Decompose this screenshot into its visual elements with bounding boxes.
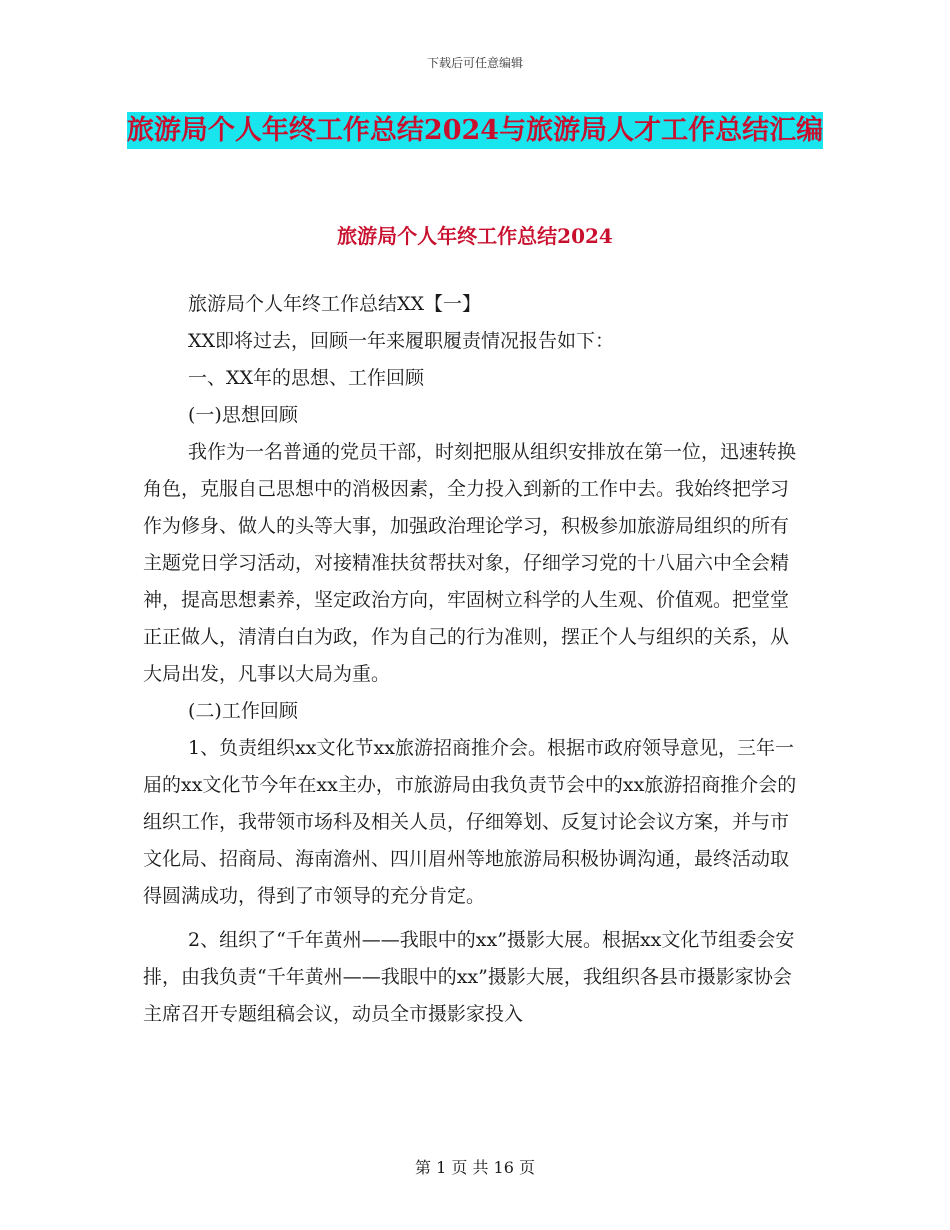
paragraph: 我作为一名普通的党员干部，时刻把服从组织安排放在第一位，迅速转换角色，克服自己思想中的消极因素，全力投入到新的工作中去。我始终把学习作为修身、做人的头等大事，加强政治理论学习，积极参加旅游局组织的所有主题党日学习活动，对接精准扶贫帮扶对象，仔细学习党的十八届六中全会精神，提高思想素养，坚定政治方向，牢固树立科学的人生观、价值观。把堂堂正正做人，清清白白为政，作为自己的行为准则，摆正个人与组织的关系，从大局出发，凡事以大局为重。 [143, 441, 797, 685]
document-body [143, 286, 803, 1033]
paragraph: 旅游局个人年终工作总结XX【一】 [188, 293, 482, 315]
page-number: 第 1 页 共 16 页 [415, 1158, 535, 1177]
paragraph: (一)思想回顾 [188, 404, 298, 426]
paragraph: 一、XX年的思想、工作回顾 [188, 367, 425, 389]
document-title-text: 旅游局个人年终工作总结2024与旅游局人才工作总结汇编 [127, 112, 823, 149]
page-header: 下载后可任意编辑 [426, 56, 523, 70]
paragraph: (二)工作回顾 [188, 700, 298, 722]
section-title: 旅游局个人年终工作总结2024 [337, 224, 613, 248]
paragraph: 1、负责组织xx文化节xx旅游招商推介会。根据市政府领导意见，三年一届的xx文化节今年在xx主办，市旅游局由我负责节会中的xx旅游招商推介会的组织工作，我带领市场科及相关人员，仔细筹划、反复讨论会议方案，并与市文化局、招商局、海南澹州、四川眉州等地旅游局积极协调沟通，最终活动取得圆满成功，得到了市领导的充分肯定。 [143, 737, 797, 907]
paragraph: 2、组织了“千年黄州——我眼中的xx”摄影大展。根据xx文化节组委会安排，由我负责“千年黄州——我眼中的xx”摄影大展，我组织各县市摄影家协会主席召开专题组稿会议，动员全市摄影家投入 [143, 929, 795, 1025]
paragraph: XX即将过去，回顾一年来履职履责情况报告如下： [188, 330, 615, 352]
document-title [90, 108, 860, 154]
